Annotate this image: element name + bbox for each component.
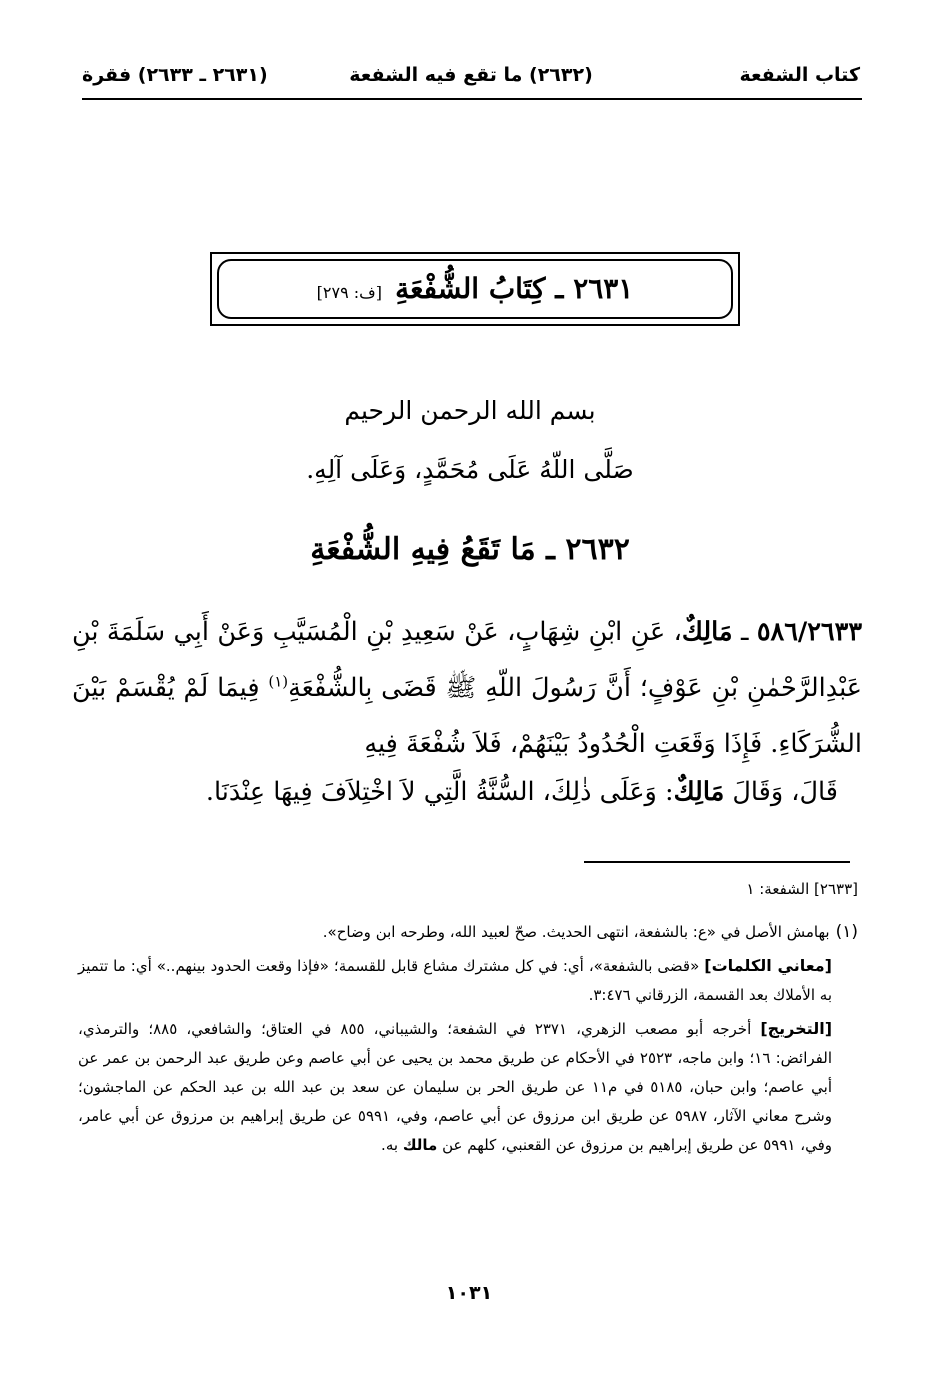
takhrij-text: أخرجه أبو مصعب الزهري، ٢٣٧١ في الشفعة؛ والشيباني، ٨٥٥ في العتاق؛ والشافعي، ٨٨٥؛ والترمذي، الفرائض: ١٦؛ وابن ماجه، ٢٥٢٣ في الأحكام عن طريق محمد بن يحيى عن أبي عاصم وعن طريق عبد الرحمن بن عمر عن أبي عاصم؛ وابن حبان، ٥١٨٥ في م١١ عن طريق الحر بن سليمان عن سعد بن عبد الله بن عبد الحكم عن الماجشون؛ وشرح معاني الآثار، ٥٩٨٧ عن طريق ابن مرزوق عن أبي عاصم، وفي، ٥٩٩١ عن طريق إبراهيم بن مرزوق عن أبي عامر، وفي، ٥٩٩١ عن طريق إبراهيم بن مرزوق عن القعنبي، كلهم عن — [78, 1020, 832, 1154]
word-meanings-label: [معاني الكلمات] — [704, 956, 832, 975]
footnote-mark: (١) — [835, 922, 858, 942]
malik-statement — [78, 777, 838, 807]
book-title-reference: [ف: ٢٧٩] — [316, 283, 382, 302]
cross-reference: [٢٦٣٣] الشفعة: ١ — [746, 880, 858, 898]
narrator-name: مَالِكٌ — [681, 617, 733, 647]
hadith-text-end: فِيمَا لَمْ يُقْسَمْ بَيْنَ الشُّرَكَاءِ. فَإِذَا وَقَعَتِ الْحُدُودُ بَيْنَهُمْ، فَلاَ شُفْعَةَ فِيهِ — [72, 673, 862, 759]
takhrij-label: [التخريج] — [760, 1019, 832, 1038]
footnote-reference[interactable]: (١) — [268, 672, 289, 691]
takhrij — [78, 1014, 858, 1160]
header-paragraph-range: (٢٦٣١ ـ ٢٦٣٣) فقرة — [82, 64, 268, 86]
chapter-title: ٢٦٣٢ ـ مَا تَقَعُ فِيهِ الشُّفْعَةِ — [310, 532, 630, 567]
book-title: ٢٦٣١ ـ كِتَابُ الشُّفْعَةِ — [395, 272, 634, 305]
qala-name: مَالِكٌ — [673, 777, 725, 807]
word-meanings — [78, 951, 858, 1010]
takhrij-end: به. — [381, 1136, 403, 1154]
header-chapter-name: (٢٦٣٢) ما تقع فيه الشفعة — [349, 64, 593, 86]
hadith-number-separator: ـ — [732, 617, 757, 647]
word-meanings-text: «قضى بالشفعة»، أي: في كل مشترك مشاع قابل للقسمة؛ «فإذا وقعت الحدود بينهم..» أي: ما تتميز به الأملاك بعد القسمة، الزرقاني ٣:٤٧٦. — [78, 957, 832, 1004]
qala-prefix: قَالَ، وَقَالَ — [724, 777, 838, 807]
footnote-rule — [584, 861, 850, 863]
header-rule — [82, 98, 862, 100]
page-number: ١٠٣١ — [445, 1282, 493, 1304]
header-book-name: كتاب الشفعة — [739, 64, 860, 86]
hadith-number: ٥٨٦/٢٦٣٣ — [756, 617, 863, 647]
hadith-chain-and-text: ، عَنِ ابْنِ شِهَابٍ، عَنْ سَعِيدِ بْنِ الْمُسَيَّبِ وَعَنْ أَبِي سَلَمَةَ بْنِ عَبْدِالرَّحْمٰنِ بْنِ عَوْفٍ؛ أَنَّ رَسُولَ اللّهِ ﷺ قَضَى بِالشُّفْعَةِ — [72, 617, 862, 703]
basmala: بسم الله الرحمن الرحيم — [344, 396, 596, 425]
running-header — [82, 58, 860, 98]
book-title-inner-frame — [217, 259, 733, 319]
salat-line: صَلَّى اللّهُ عَلَى مُحَمَّدٍ، وَعَلَى آلِهِ. — [306, 455, 634, 484]
book-title-frame — [210, 252, 740, 326]
footnote-text: بهامش الأصل في «ع: بالشفعة، انتهى الحديث. صحّ لعبيد الله، وطرحه ابن وضاح». — [322, 923, 830, 941]
footnotes — [78, 875, 858, 1160]
takhrij-name: مالك — [402, 1136, 438, 1154]
hadith-text — [72, 604, 862, 772]
qala-text: : وَعَلَى ذٰلِكَ، السُّنَّةُ الَّتِي لاَ اخْتِلاَفَ فِيهَا عِنْدَنَا. — [205, 777, 674, 807]
footnote-1 — [78, 918, 858, 947]
